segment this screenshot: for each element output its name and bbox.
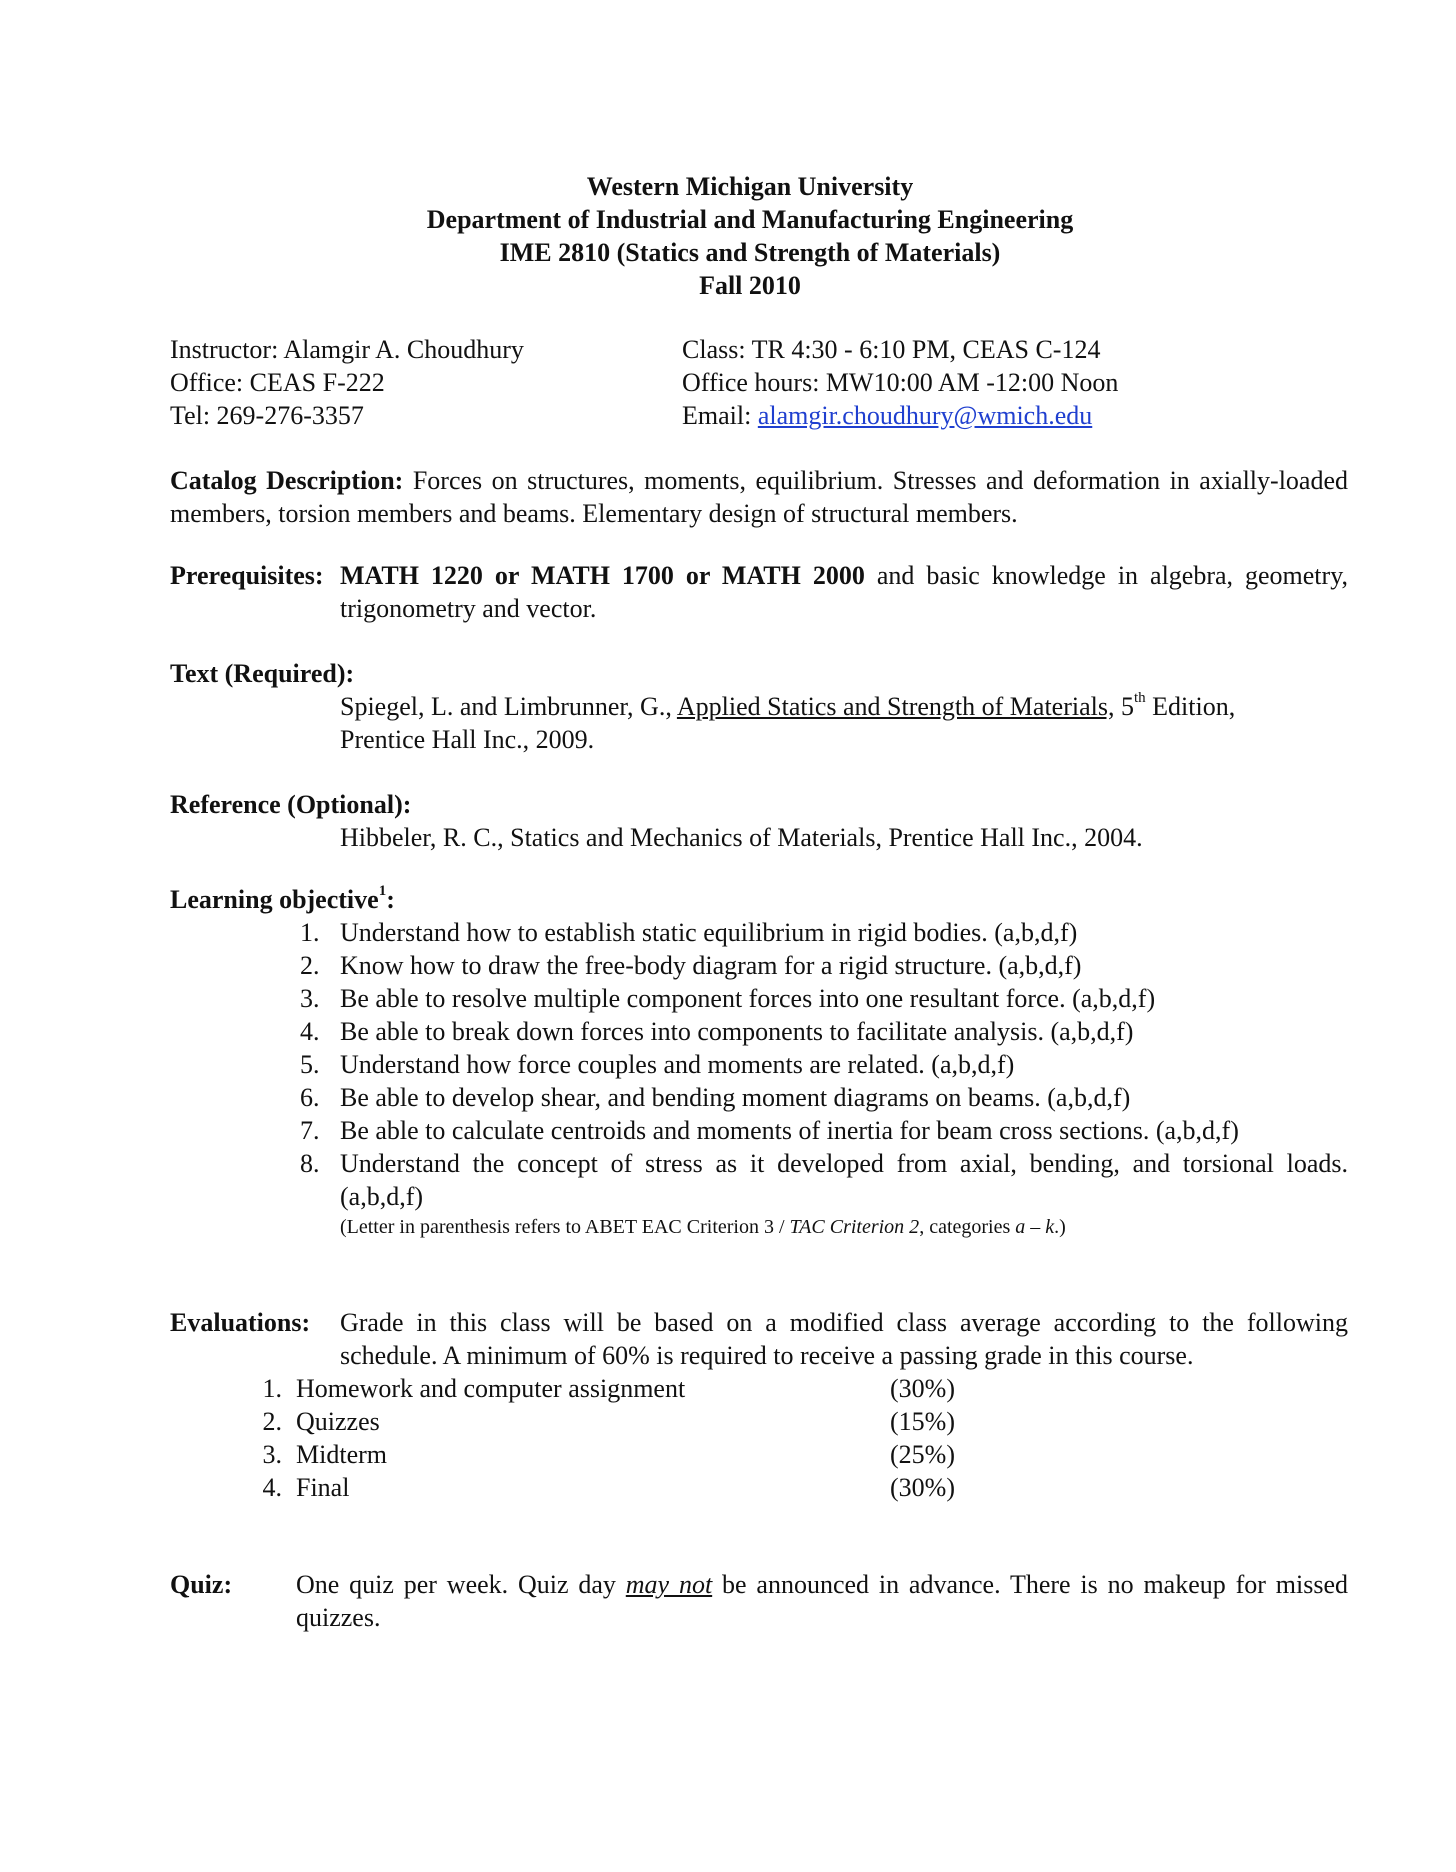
grade-number: 2. [262, 1407, 282, 1436]
objective-item [170, 982, 1348, 1015]
catalog-label: Catalog Description: [170, 466, 404, 495]
tel-line: Tel: 269-276-3357 [170, 401, 364, 430]
learning-label: Learning objective$^1$: [170, 883, 395, 914]
quiz-policy: Quiz: One quiz per week. Quiz day may not be announced in advance. There is no makeup for missed quizzes. [170, 1570, 1348, 1632]
objective-item [170, 949, 1348, 982]
abet-note: (Letter in parenthesis refers to ABET EAC Criterion 3 / TAC Criterion 2, categories a – k.) [340, 1216, 1066, 1238]
objective-text: Know how to draw the free-body diagram for a rigid structure. (a,b,d,f) [340, 951, 1082, 980]
grade-number: 4. [262, 1473, 282, 1502]
textbook-title: Applied Statics and Strength of Materials, [676, 692, 1115, 721]
textbook-publisher: Prentice Hall Inc., 2009. [340, 725, 595, 754]
reference-optional [170, 788, 1348, 854]
evaluations-text: Grade in this class will be based on a modified class average according to the following schedule. A minimum of 60% is required to receive a passing grade in this course. [340, 1308, 1348, 1370]
objective-text: Be able to break down forces into components to facilitate analysis. (a,b,d,f) [340, 1017, 1134, 1046]
quiz-label: Quiz: [170, 1570, 233, 1599]
required-text: Text (Required): Spiegel, L. and Limbrunner, G., Applied Statics and Strength of Materials, 5th Edition, Prentice Hall Inc., 2009. [170, 657, 1348, 756]
catalog-text: Forces on structures, moments, equilibrium. Stresses and deformation in axially-loaded members, torsion members and beams. Elementary design of structural members. [170, 466, 1348, 528]
grade-percent: (30%) [890, 1374, 955, 1403]
evaluations-label: Evaluations: [170, 1308, 311, 1337]
evaluations [170, 1306, 1348, 1504]
grade-percent: (25%) [890, 1440, 955, 1469]
objectives-list [170, 916, 1348, 1213]
objective-number: 3. [300, 984, 320, 1013]
document-header [0, 170, 1456, 302]
prereq-label: Prerequisites: [170, 561, 324, 590]
grade-name: Midterm [296, 1440, 387, 1469]
email-label: Email: [682, 401, 758, 430]
grade-percent: (30%) [890, 1473, 955, 1502]
objective-text: Be able to resolve multiple component forces into one resultant force. (a,b,d,f) [340, 984, 1156, 1013]
objective-number: 7. [300, 1116, 320, 1145]
office-line: Office: CEAS F-222 [170, 368, 385, 397]
office-hours-line: Office hours: MW10:00 AM -12:00 Noon [682, 368, 1119, 397]
objective-number: 6. [300, 1083, 320, 1112]
department-name: Department of Industrial and Manufacturing Engineering [426, 205, 1074, 234]
grade-name: Final [296, 1473, 350, 1502]
instructor-line: Instructor: Alamgir A. Choudhury [170, 335, 524, 364]
grade-number: 1. [262, 1374, 282, 1403]
semester: Fall 2010 [699, 271, 801, 300]
grade-item [170, 1405, 1348, 1438]
text-required-label: Text (Required): [170, 659, 355, 688]
university-name: Western Michigan University [586, 172, 914, 201]
contact-block [170, 333, 1350, 432]
objective-text: Be able to develop shear, and bending moment diagrams on beams. (a,b,d,f) [340, 1083, 1131, 1112]
objective-text: Understand how to establish static equilibrium in rigid bodies. (a,b,d,f) [340, 918, 1078, 947]
objective-text: Be able to calculate centroids and moments of inertia for beam cross sections. (a,b,d,f) [340, 1116, 1239, 1145]
email-line [682, 399, 1350, 432]
objective-item [170, 916, 1348, 949]
objective-item [170, 1081, 1348, 1114]
course-title: IME 2810 (Statics and Strength of Materials) [499, 238, 1001, 267]
prereq-courses: MATH 1220 or MATH 1700 or MATH 2000 [340, 561, 865, 590]
objective-number: 4. [300, 1017, 320, 1046]
email-link[interactable]: alamgir.choudhury@wmich.edu [757, 401, 1093, 430]
objective-number: 5. [300, 1050, 320, 1079]
objective-number: 2. [300, 951, 320, 980]
objective-text: Understand how force couples and moments are related. (a,b,d,f) [340, 1050, 1015, 1079]
reference-text: Hibbeler, R. C., Statics and Mechanics of Materials, Prentice Hall Inc., 2004. [340, 823, 1143, 852]
catalog-description [170, 464, 1348, 530]
objective-item [170, 1048, 1348, 1081]
objective-text: Understand the concept of stress as it developed from axial, bending, and torsional loads. (a,b,d,f) [340, 1149, 1348, 1211]
grade-percent: (15%) [890, 1407, 955, 1436]
prereq-text: and basic knowledge in algebra, geometry, trigonometry and vector. [340, 561, 1349, 623]
objective-number: 8. [300, 1149, 320, 1178]
grade-name: Homework and computer assignment [296, 1374, 686, 1403]
grade-name: Quizzes [296, 1407, 380, 1436]
class-line: Class: TR 4:30 - 6:10 PM, CEAS C-124 [682, 335, 1101, 364]
objective-item [170, 1114, 1348, 1147]
grade-item [170, 1438, 1348, 1471]
grade-item [170, 1372, 1348, 1405]
reference-label: Reference (Optional): [170, 790, 412, 819]
grade-breakdown [170, 1372, 1348, 1504]
objective-item [170, 1015, 1348, 1048]
textbook-authors: Spiegel, L. and Limbrunner, G., [340, 692, 677, 721]
objective-number: 1. [300, 918, 320, 947]
grade-item [170, 1471, 1348, 1504]
quiz-emphasis: may not [625, 1570, 713, 1599]
learning-objectives [170, 883, 1348, 1241]
prerequisites [170, 559, 1348, 625]
grade-number: 3. [262, 1440, 282, 1469]
objective-item [170, 1147, 1348, 1213]
